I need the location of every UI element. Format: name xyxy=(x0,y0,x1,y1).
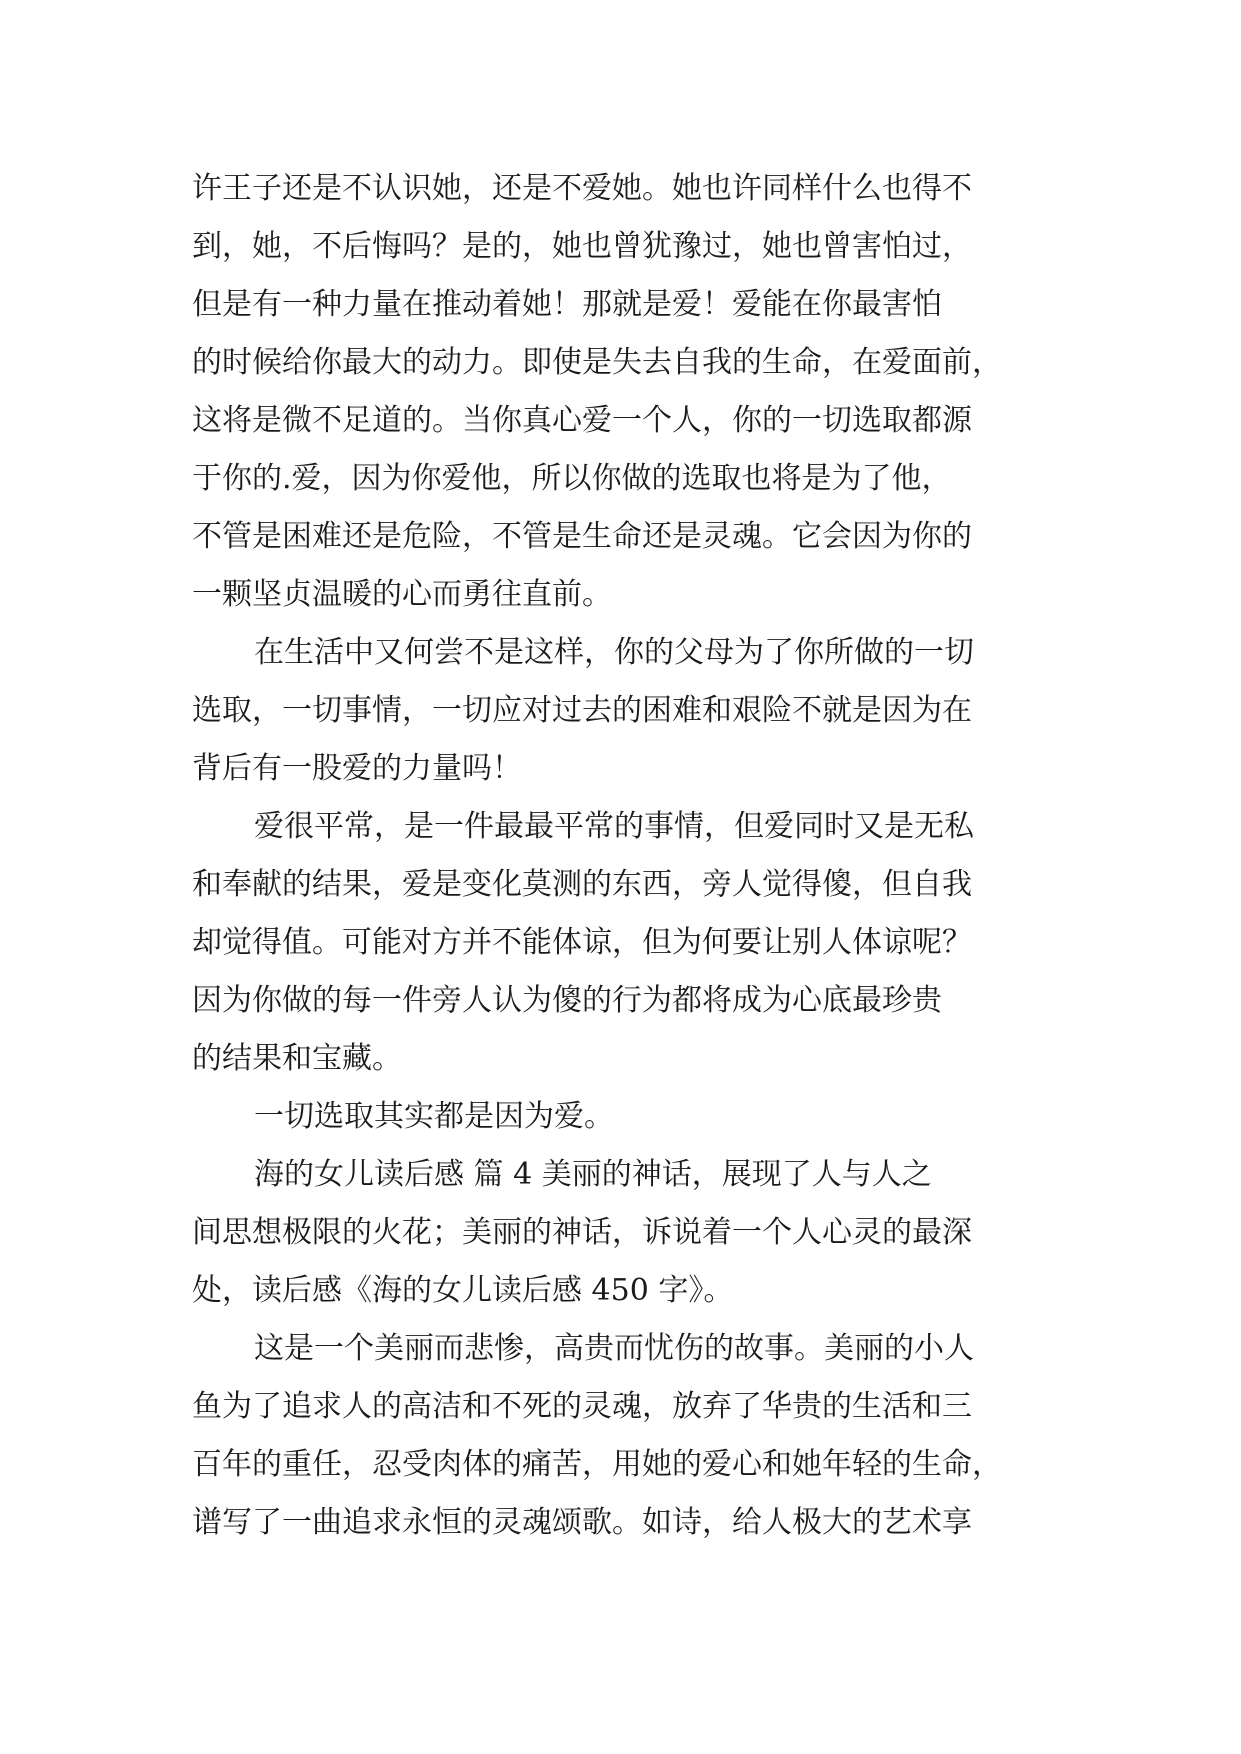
text-line: 选取，一切事情，一切应对过去的困难和艰险不就是因为在 xyxy=(192,693,972,728)
text-line: 到，她，不后悔吗？是的，她也曾犹豫过，她也曾害怕过， xyxy=(192,229,972,264)
text-line: 在生活中又何尝不是这样，你的父母为了你所做的一切 xyxy=(254,635,974,670)
text-line: 和奉献的结果，爱是变化莫测的东西，旁人觉得傻，但自我 xyxy=(192,867,972,902)
text-line: 的结果和宝藏。 xyxy=(192,1041,402,1076)
text-line: 因为你做的每一件旁人认为傻的行为都将成为心底最珍贵 xyxy=(192,983,942,1018)
text-line: 背后有一股爱的力量吗！ xyxy=(192,751,522,786)
text-line: 许王子还是不认识她，还是不爱她。她也许同样什么也得不 xyxy=(192,171,972,206)
document-body xyxy=(192,160,1062,1552)
text-line: 但是有一种力量在推动着她！那就是爱！爱能在你最害怕 xyxy=(192,287,942,322)
text-line: 百年的重任，忍受肉体的痛苦，用她的爱心和她年轻的生命， xyxy=(192,1447,1002,1482)
text-line: 这将是微不足道的。当你真心爱一个人，你的一切选取都源 xyxy=(192,403,972,438)
text-line: 不管是困难还是危险，不管是生命还是灵魂。它会因为你的 xyxy=(192,519,972,554)
text-line: 这是一个美丽而悲惨，高贵而忧伤的故事。美丽的小人 xyxy=(254,1331,974,1366)
text-line: 却觉得值。可能对方并不能体谅，但为何要让别人体谅呢？ xyxy=(192,925,972,960)
text-line: 间思想极限的火花；美丽的神话，诉说着一个人心灵的最深 xyxy=(192,1215,972,1250)
text-line: 海的女儿读后感 篇 4 美丽的神话，展现了人与人之 xyxy=(254,1157,932,1192)
text-line: 谱写了一曲追求永恒的灵魂颂歌。如诗，给人极大的艺术享 xyxy=(192,1505,972,1540)
text-line: 一颗坚贞温暖的心而勇往直前。 xyxy=(192,577,612,612)
text-line: 于你的.爱，因为你爱他，所以你做的选取也将是为了他， xyxy=(192,461,952,496)
text-line: 鱼为了追求人的高洁和不死的灵魂，放弃了华贵的生活和三 xyxy=(192,1389,972,1424)
text-line: 的时候给你最大的动力。即使是失去自我的生命，在爱面前， xyxy=(192,345,1002,380)
text-line: 爱很平常，是一件最最平常的事情，但爱同时又是无私 xyxy=(254,809,974,844)
text-line: 一切选取其实都是因为爱。 xyxy=(254,1099,614,1134)
text-line: 处，读后感《海的女儿读后感 450 字》。 xyxy=(192,1273,734,1308)
